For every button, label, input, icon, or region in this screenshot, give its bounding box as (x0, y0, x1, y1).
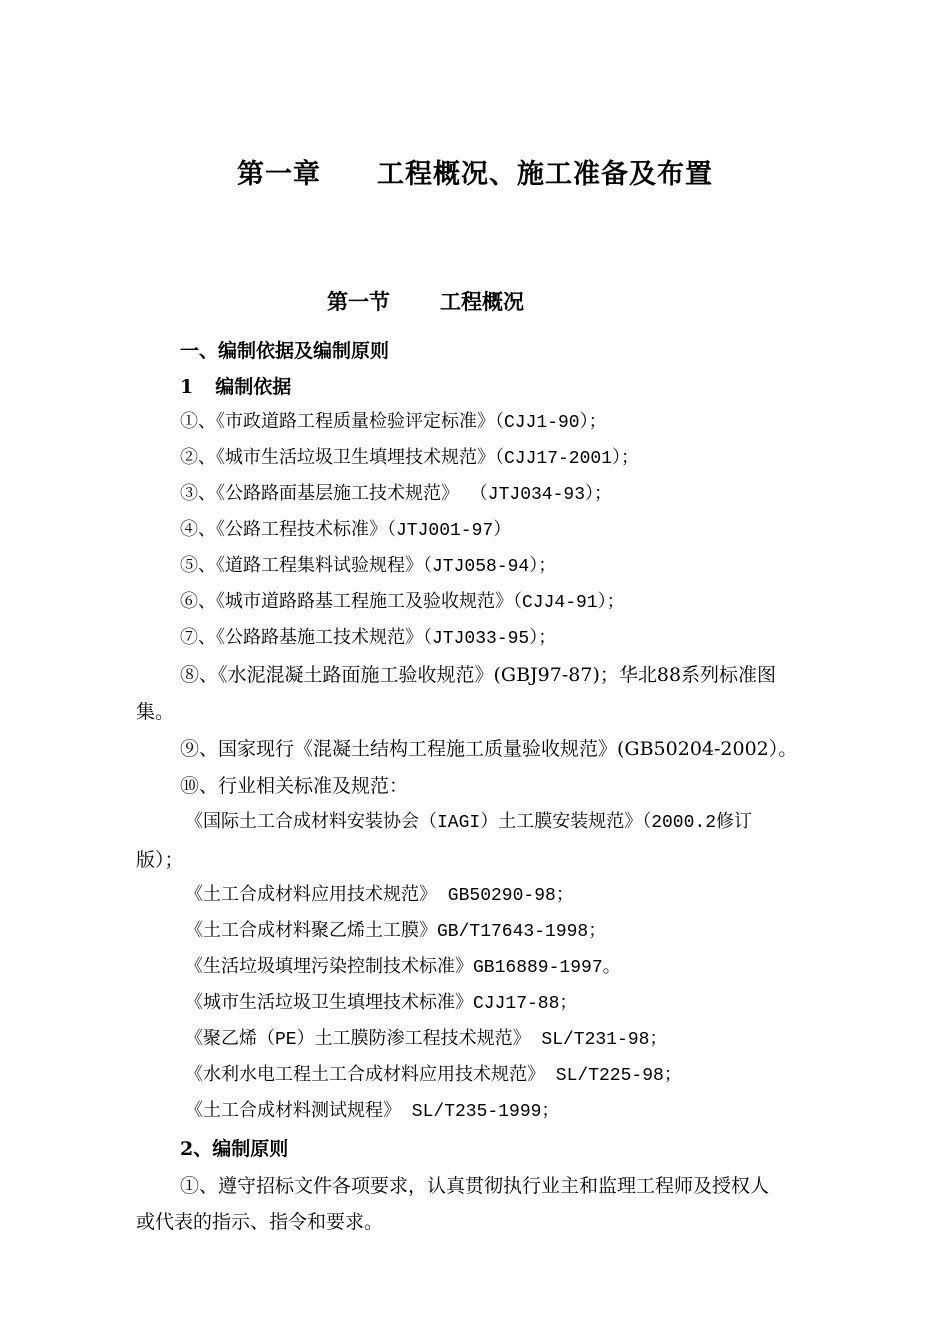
basis-item-4: ④、《公路工程技术标准》（JTJ001-97） (180, 521, 512, 541)
subheading-number: 1 (180, 376, 194, 398)
basis-item-6: ⑥、《城市道路路基工程施工及验收规范》（CJJ4-91）； (180, 593, 625, 613)
principle-item-1-cont: 或代表的指示、指令和要求。 (136, 1211, 384, 1233)
subheading-basis (180, 375, 291, 399)
chapter-number: 第一章 (237, 159, 321, 190)
section-title (327, 286, 524, 316)
section-number: 第一节 (327, 289, 390, 314)
basis-item-8-cont: 集。 (136, 701, 175, 723)
basis-item-8: ⑧、《水泥混凝土路面施工验收规范》(GBJ97-87)；华北88系列标准图 (180, 664, 777, 686)
iagi-standard-cont: 版）； (136, 849, 184, 871)
chapter-title (0, 152, 950, 191)
standard-item: 《生活垃圾填埋污染控制技术标准》GB16889-1997。 (185, 958, 621, 978)
iagi-standard: 《国际土工合成材料安装协会（IAGI）土工膜安装规范》（2000.2修订 (185, 813, 753, 833)
standard-item: 《土工合成材料应用技术规范》 GB50290-98； (185, 886, 574, 906)
basis-item-7: ⑦、《公路路基施工技术规范》（JTJ033-95）； (180, 629, 557, 649)
heading-basis-principles: 一、编制依据及编制原则 (180, 340, 390, 362)
standard-item: 《水利水电工程土工合成材料应用技术规范》 SL/T225-98； (185, 1066, 682, 1086)
subheading-principles: 2、编制原则 (180, 1138, 289, 1160)
standard-item: 《土工合成材料测试规程》 SL/T235-1999； (185, 1102, 560, 1122)
basis-item-5: ⑤、《道路工程集料试验规程》（JTJ058-94）； (180, 557, 557, 577)
standard-item: 《聚乙烯（PE）土工膜防渗工程技术规范》 SL/T231-98； (185, 1030, 668, 1050)
basis-item-1: ①、《市政道路工程质量检验评定标准》（CJJ1-90）； (180, 413, 607, 433)
standard-item: 《土工合成材料聚乙烯土工膜》GB/T17643-1998； (185, 922, 607, 942)
principle-item-1: ①、遵守招标文件各项要求，认真贯彻执行业主和监理工程师及授权人 (180, 1175, 770, 1197)
subheading-text: 编制依据 (215, 376, 292, 398)
basis-item-2: ②、《城市生活垃圾卫生填埋技术规范》（CJJ17-2001）； (180, 449, 640, 469)
standard-item: 《城市生活垃圾卫生填埋技术标准》CJJ17-88； (185, 994, 578, 1014)
basis-item-10: ⑩、行业相关标准及规范： (180, 775, 409, 797)
basis-item-3: ③、《公路路面基层施工技术规范》 （JTJ034-93）； (180, 485, 613, 505)
section-name: 工程概况 (440, 289, 524, 314)
chapter-name: 工程概况、施工准备及布置 (377, 159, 713, 190)
basis-item-9: ⑨、国家现行《混凝土结构工程施工质量验收规范》(GB50204-2002）。 (180, 738, 798, 760)
